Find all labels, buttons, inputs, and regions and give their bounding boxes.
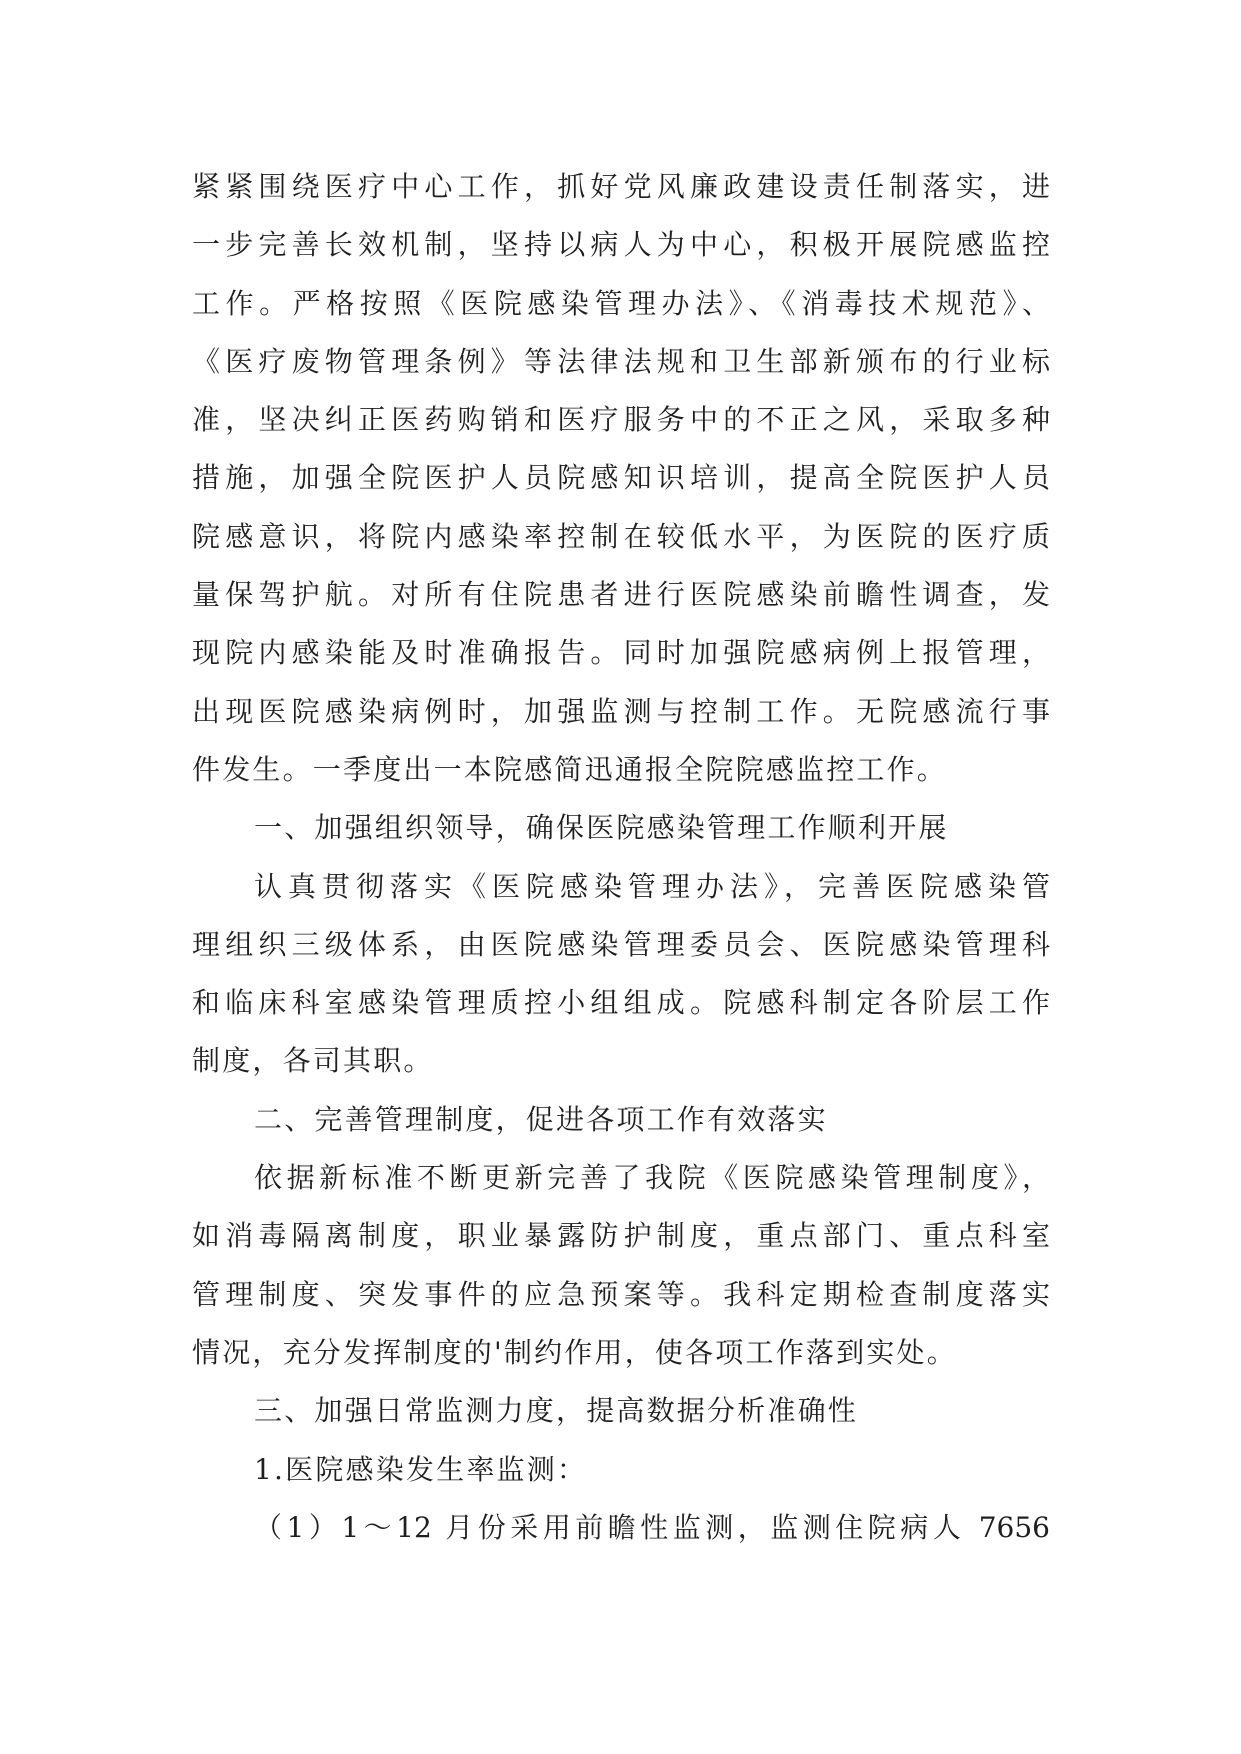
text-line: 二、完善管理制度，促进各项工作有效落实: [254, 1102, 828, 1136]
text-line: 制度，各司其职。: [192, 1044, 434, 1078]
text-line: 认真贯彻落实《医院感染管理办法》，完善医院感染管: [254, 869, 1050, 903]
text-line: 紧紧围绕医疗中心工作，抓好党风廉政建设责任制落实，进: [192, 170, 1050, 203]
text-line: 情况，充分发挥制度的'制约作用，使各项工作落到实处。: [192, 1335, 957, 1369]
text-line: 依据新标准不断更新完善了我院《医院感染管理制度》，: [254, 1161, 1050, 1195]
document-page: [192, 158, 1050, 1557]
text-line: 量保驾护航。对所有住院患者进行医院感染前瞻性调查，发: [192, 578, 1050, 612]
text-line: 管理制度、突发事件的应急预案等。我科定期检查制度落实: [192, 1277, 1050, 1311]
text-line: 准，坚决纠正医药购销和医疗服务中的不正之风，采取多种: [192, 403, 1050, 437]
text-line: 理组织三级体系，由医院感染管理委员会、医院感染管理科: [192, 927, 1050, 961]
text-line: （1）1～12 月份采用前瞻性监测，监测住院病人 7656: [254, 1510, 1050, 1544]
text-line: 工作。严格按照《医院感染管理办法》、《消毒技术规范》、: [192, 286, 1050, 320]
text-line: 1.医院感染发生率监测：: [254, 1452, 588, 1486]
text-line: 和临床科室感染管理质控小组组成。院感科制定各阶层工作: [192, 986, 1050, 1020]
text-line: 件发生。一季度出一本院感简迅通报全院院感监控工作。: [192, 752, 948, 786]
text-line: 院感意识，将院内感染率控制在较低水平，为医院的医疗质: [192, 519, 1050, 553]
text-line: 一、加强组织领导，确保医院感染管理工作顺利开展: [254, 811, 949, 845]
text-line: 措施，加强全院医护人员院感知识培训，提高全院医护人员: [192, 461, 1050, 495]
text-line: 现院内感染能及时准确报告。同时加强院感病例上报管理，: [192, 636, 1050, 670]
text-line: 三、加强日常监测力度，提高数据分析准确性: [254, 1394, 859, 1428]
text-line: 《医疗废物管理条例》等法律法规和卫生部新颁布的行业标: [192, 344, 1050, 378]
text-line: 出现医院感染病例时，加强监测与控制工作。无院感流行事: [192, 694, 1050, 728]
text-line: 一步完善长效机制，坚持以病人为中心，积极开展院感监控: [192, 228, 1050, 262]
text-line: 如消毒隔离制度，职业暴露防护制度，重点部门、重点科室: [192, 1219, 1050, 1253]
